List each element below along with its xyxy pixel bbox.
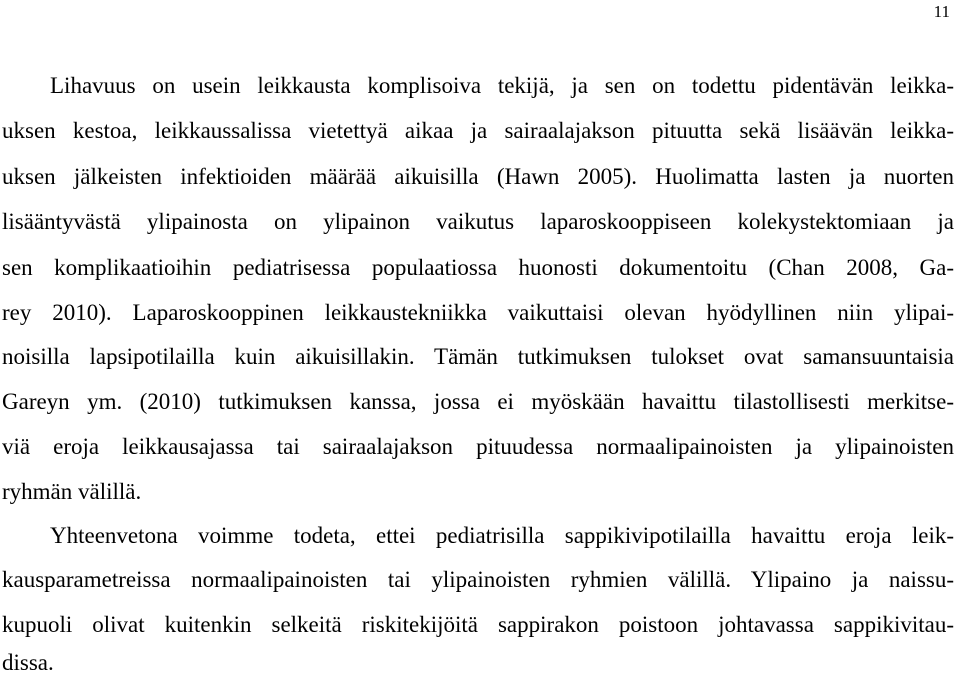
paragraph-1-line-4: lisääntyvästä ylipainosta on ylipainon vaikutus laparoskooppiseen kolekystektomiaan ja <box>2 209 954 234</box>
paragraph-2-line-4: dissa. <box>2 650 54 675</box>
paragraph-2-line-3: kupuoli olivat kuitenkin selkeitä riskitekijöitä sappirakon poistoon johtavassa sappikivitau- <box>2 612 954 637</box>
paragraph-1-line-7: noisilla lapsipotilailla kuin aikuisillakin. Tämän tutkimuksen tulokset ovat samansuuntaisia <box>2 344 954 369</box>
paragraph-2-line-1: Yhteenvetona voimme todeta, ettei pediatrisilla sappikivipotilailla havaittu eroja leik- <box>50 523 954 548</box>
paragraph-1-line-8: Gareyn ym. (2010) tutkimuksen kanssa, jossa ei myöskään havaittu tilastollisesti merkitse- <box>2 389 954 414</box>
paragraph-1-line-6: rey 2010). Laparoskooppinen leikkaustekniikka vaikuttaisi olevan hyödyllinen niin ylipai- <box>2 300 954 325</box>
paragraph-2-line-2: kausparametreissa normaalipainoisten tai ylipainoisten ryhmien välillä. Ylipaino ja naissu- <box>2 567 954 592</box>
paragraph-1-line-1: Lihavuus on usein leikkausta komplisoiva tekijä, ja sen on todettu pidentävän leikka- <box>50 73 954 98</box>
paragraph-1-line-9: viä eroja leikkausajassa tai sairaalajakson pituudessa normaalipainoisten ja ylipainoisten <box>2 434 954 459</box>
paragraph-1-line-10: ryhmän välillä. <box>2 479 142 504</box>
paragraph-1-line-3: uksen jälkeisten infektioiden määrää aikuisilla (Hawn 2005). Huolimatta lasten ja nuorten <box>2 164 954 189</box>
page-number: 11 <box>933 2 950 21</box>
paragraph-1-line-5: sen komplikaatioihin pediatrisessa populaatiossa huonosti dokumentoitu (Chan 2008, Ga- <box>2 255 954 280</box>
paragraph-1-line-2: uksen kestoa, leikkaussalissa vietettyä aikaa ja sairaalajakson pituutta sekä lisäävän leikka- <box>2 118 954 143</box>
